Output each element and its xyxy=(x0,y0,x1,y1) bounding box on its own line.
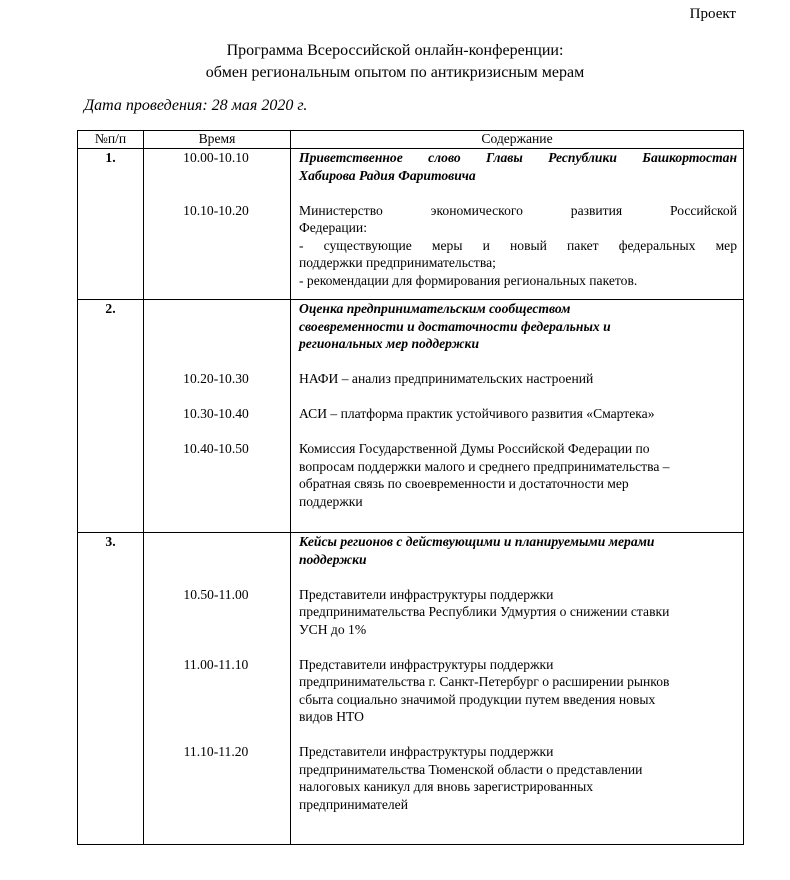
item-text-line: Представители инфраструктуры поддержки xyxy=(299,586,554,602)
item-text-line: Комиссия Государственной Думы Российской Федерации по xyxy=(299,441,650,456)
item-text-line: налоговых каникул для вновь зарегистрированных xyxy=(299,779,594,794)
time-column xyxy=(143,149,290,300)
item-text-line: предпринимательства Тюменской области о представлении xyxy=(299,761,643,777)
item-text-line: - рекомендации для формирования региональных пакетов. xyxy=(299,272,638,288)
title-line-1: Программа Всероссийской онлайн-конференции: xyxy=(226,42,564,59)
item-text-line: видов НТО xyxy=(299,709,364,724)
time-slot: 11.00-11.10 xyxy=(183,656,249,672)
section-heading-line: Приветственное слово Главы Республики Башкортостан xyxy=(299,150,737,165)
item-text-line: предпринимателей xyxy=(299,796,408,812)
section-heading-line: Хабирова Радия Фаритовича xyxy=(299,167,476,183)
item-text-line: обратная связь по своевременности и достаточности мер xyxy=(299,476,629,491)
event-date: Дата проведения: 28 мая 2020 г. xyxy=(84,97,308,114)
item-text-line: Федерации: xyxy=(299,220,367,235)
table-row-section-1 xyxy=(78,149,744,300)
section-heading-line: поддержки xyxy=(299,551,367,567)
time-slot: 10.00-10.10 xyxy=(183,150,249,165)
content-column xyxy=(291,533,744,845)
header-time: Время xyxy=(144,131,291,149)
item-text-line: АСИ – платформа практик устойчивого развития «Смартека» xyxy=(299,406,655,421)
content-column xyxy=(291,149,744,300)
section-number: 3. xyxy=(78,533,144,845)
section-heading-line: Кейсы регионов с действующими и планируемыми мерами xyxy=(299,534,655,549)
table-row-section-2 xyxy=(78,300,744,533)
item-text-line: поддержки xyxy=(299,493,363,509)
time-column xyxy=(143,533,290,845)
item-text-line: УСН до 1% xyxy=(299,621,367,637)
item-text-line: сбыта социально значимой продукции путем введения новых xyxy=(299,691,656,707)
item-text-line: предпринимательства Республики Удмуртия о снижении ставки xyxy=(299,604,670,619)
item-text-line: - существующие меры и новый пакет федеральных мер xyxy=(299,237,737,253)
item-text-line: НАФИ – анализ предпринимательских настроений xyxy=(299,371,594,386)
document-title xyxy=(0,40,790,84)
time-slot: 10.10-10.20 xyxy=(183,202,249,218)
time-slot: 10.20-10.30 xyxy=(183,371,249,386)
item-text-line: предпринимательства г. Санкт-Петербург о расширении рынков xyxy=(299,674,670,689)
header-number: №п/п xyxy=(78,131,144,149)
time-slot: 10.40-10.50 xyxy=(183,441,249,456)
title-line-2: обмен региональным опытом по антикризисным мерам xyxy=(205,64,585,81)
content-column xyxy=(291,300,744,533)
draft-label: Проект xyxy=(689,6,736,22)
item-text-line: Министерство экономического развития Российской xyxy=(299,202,737,218)
table-header-row xyxy=(78,131,744,149)
section-heading-line: Оценка предпринимательским сообществом xyxy=(299,301,571,316)
item-text-line: поддержки предпринимательства; xyxy=(299,255,496,270)
item-text-line: Представители инфраструктуры поддержки xyxy=(299,744,554,759)
time-slot: 10.50-11.00 xyxy=(183,586,249,602)
time-column xyxy=(143,300,290,533)
section-heading-line: своевременности и достаточности федеральных и xyxy=(299,318,611,334)
time-slot: 11.10-11.20 xyxy=(183,744,249,759)
item-text-line: Представители инфраструктуры поддержки xyxy=(299,656,554,672)
table-row-section-3 xyxy=(78,533,744,845)
time-slot: 10.30-10.40 xyxy=(183,406,249,421)
section-heading-line: региональных мер поддержки xyxy=(299,336,480,351)
section-number: 2. xyxy=(78,300,144,533)
section-number: 1. xyxy=(78,149,144,300)
header-content: Содержание xyxy=(291,131,744,149)
program-table xyxy=(77,130,744,845)
item-text-line: вопросам поддержки малого и среднего предпринимательства – xyxy=(299,458,670,474)
